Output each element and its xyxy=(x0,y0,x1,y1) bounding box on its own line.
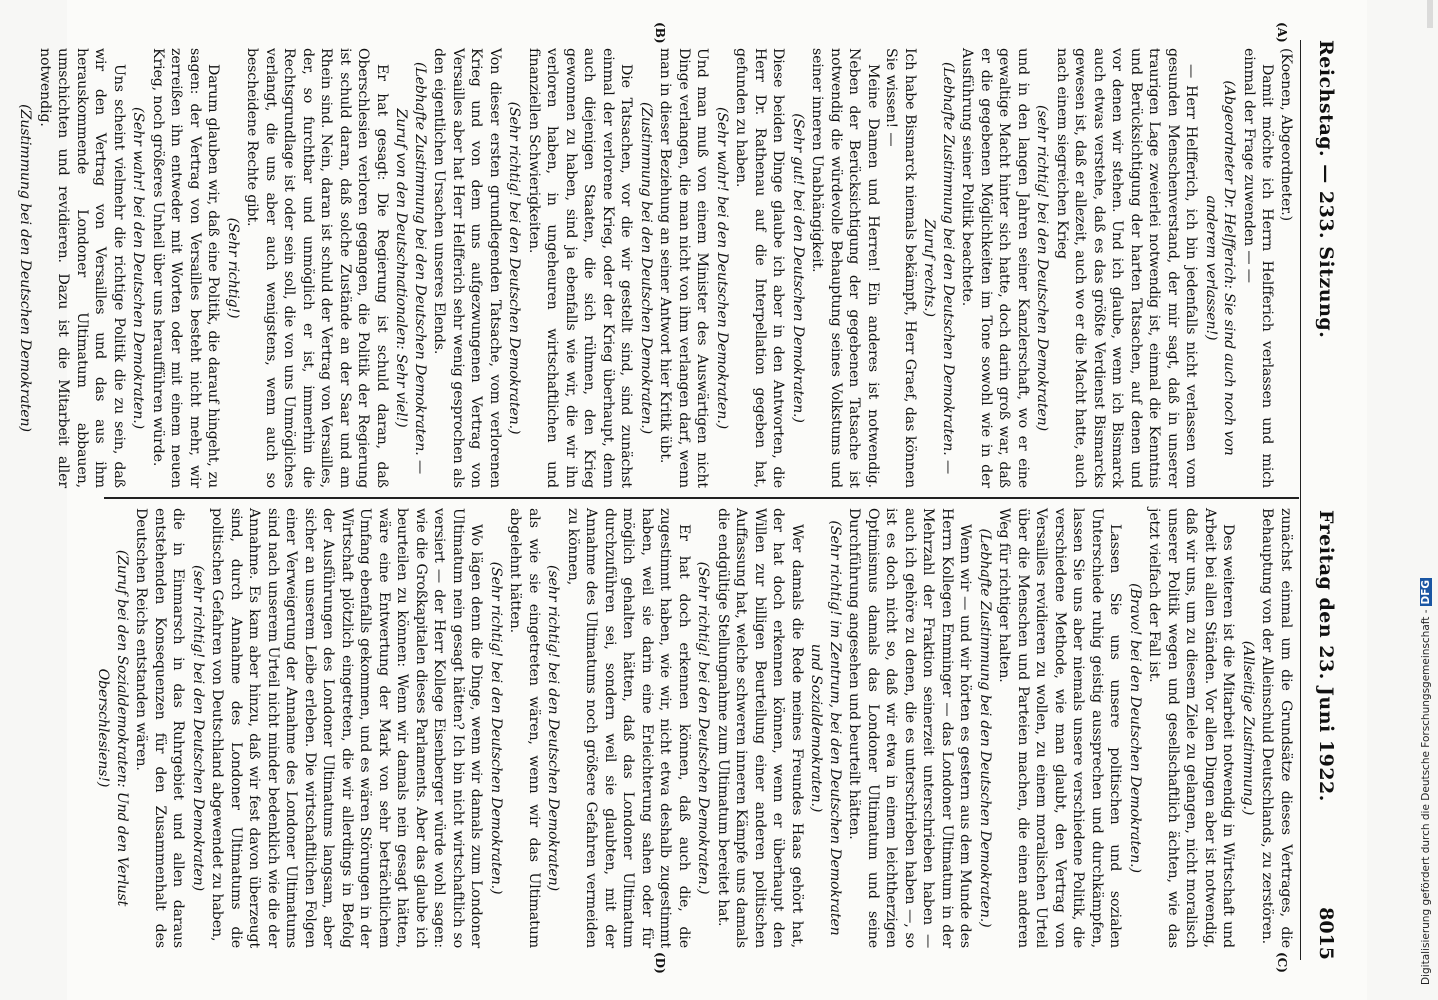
interjection: (Zustimmung bei den Deutschen Demokraten.) xyxy=(638,101,654,435)
paragraph: Wer damals die Rede meines Freundes Haas gehört hat, der hat doch erkennen können, wenn er überhaupt den Willen zur billigen Beurteilung einer anderen politischen Auffassung hat, welche schweren inneren Kämpfe uns damals die endgültige Stellungnahme zum Ultimatum bereitet hat. xyxy=(715,508,805,948)
page-header xyxy=(1299,40,1347,960)
interjection: (Sehr richtig! im Zentrum, bei den Deutschen Demokraten und Sozialdemokraten.) xyxy=(808,520,843,936)
paragraph: und in den langen Jahren seiner Kanzlerschaft, wo er eine gewaltige Macht hinter sich hatte, doch darin groß war, daß er die gegebenen Möglichkeiten im Tone sowohl wie in der Ausführung seiner Politik beachtete. xyxy=(959,48,1031,488)
column-divider xyxy=(104,497,1299,499)
interjection: (Lebhafte Zustimmung bei den Deutschen Demokraten. — Zuruf von den Deutschnationalen: Sehr viel!) xyxy=(393,61,428,475)
paragraph: Uns scheint vielmehr die richtige Politik die zu sein, daß wir den Vertrag von Versailles und das aus ihm herauskommende Londoner Ultimatum abbauen, umschichten und revidieren. Dazu ist die Mitarbeit aller notwendig. xyxy=(37,48,127,488)
right-column xyxy=(95,508,1295,948)
margin-marker-b: (B) xyxy=(653,22,667,44)
speaker-note: (Koenen, Abgeordneter.) xyxy=(1278,48,1294,222)
interjection: (Sehr richtig! bei den Deutschen Demokraten.) xyxy=(506,101,523,435)
interjection: (Lebhafte Zustimmung bei den Deutschen Demokraten.) xyxy=(977,528,993,928)
interjection: (sehr richtig! bei den Deutschen Demokraten) xyxy=(1034,104,1051,432)
interjection: (Zuruf bei den Sozialdemokraten: Und den Verlust Oberschlesiens!) xyxy=(95,549,130,907)
page-number: 8015 xyxy=(1315,907,1337,960)
interjection: (Sehr wahr! bei den Deutschen Demokraten.) xyxy=(714,106,730,430)
paragraph: Er hat gesagt: Die Regierung ist schuld daran, daß Oberschlesien verloren gegangen, die Politik der Regierung ist schuld daran, daß solche Zustände an der Saar und am Rhein sind. Nein, daran ist schuld der Vertrag von Versailles, der, so furchtbar und unmöglich er ist, immerhin die Rechtsgrundlage ist oder sein soll, die von uns Unmögliches verlangt, die uns aber auch wenigstens, wenn auch so bescheidene Rechte gibt. xyxy=(244,48,390,488)
header-right: Freitag den 23. Juni 1922. xyxy=(1315,510,1337,802)
digitization-credit xyxy=(1408,10,1432,990)
paragraph: Die Tatsachen, vor die wir gestellt sind, sind zunächst einmal der verlorene Krieg, oder der Krieg überhaupt, denn auch diejenigen Staaten, die sich rühmen, den Krieg gewonnen zu haben, sind ja ebenfalls wie wir, die wir ihn verloren haben, in ungeheuren wirtschaftlichen und finanziellen Schwierigkeiten. xyxy=(526,48,635,488)
margin-marker-c: (C) xyxy=(1275,952,1289,973)
interjection: (Sehr richtig!) xyxy=(225,217,241,319)
dfg-logo: DFG xyxy=(1420,579,1432,605)
scanned-page xyxy=(17,0,1367,1000)
paragraph: Damit möchte ich Herrn Helfferich verlassen und mich einmal der Frage zuwenden — — xyxy=(1241,48,1276,488)
interjection: (Sehr richtig! bei den Deutschen Demokraten.) xyxy=(695,561,712,895)
paragraph: zunächst einmal um die Grundsätze dieses Vertrages, die Behauptung von der Alleinschuld Deutschlands, zu zerstören. xyxy=(1259,508,1294,948)
paragraph: Des weiteren ist die Mitarbeit notwendig in Wirtschaft und Arbeit bei allen Ständen. Vor allen Dingen aber ist notwendig, daß wir uns, um zu diesem Ziele zu gelangen, nicht moralisch unserer Politik wegen und gesellschaftlich ächten, wie das jetzt vielfach der Fall ist. xyxy=(1146,508,1237,948)
header-left: Reichstag. — 233. Sitzung. xyxy=(1315,40,1337,339)
paragraph: Wenn wir — und wir hörten es gestern aus dem Munde des Herrn Kollegen Emminger — das Londoner Ultimatum in der Mehrzahl der Fraktion seinerzeit unterschrieben haben — auch ich gehöre zu denen, die es unterschrieben haben —, so ist es doch nicht so, daß wir etwa in einem leichtherzigen Optimismus damals das Londoner Ultimatum und seine Durchführung angesehen und beurteilt hätten. xyxy=(846,508,974,948)
interjection: (Sehr wahr! bei den Deutschen Demokraten.) xyxy=(130,106,147,430)
paragraph: Darum glauben wir, daß eine Politik, die darauf hingeht, zu sagen: der Vertrag von Versailles besteht nicht mehr, wir zerreißen ihn entweder mit Worten oder mit einem neuen Krieg, noch größeres Unheil über uns heraufführen würde. xyxy=(150,48,222,488)
paragraph: Und man muß von einem Minister des Auswärtigen nicht Dinge verlangen, die man nicht von ihm verlangen darf, wenn man in dieser Beziehung an seiner Antwort hier Kritik übt. xyxy=(657,48,711,488)
paragraph: als wie sie eingetreten wären, wenn wir das Ultimatum abgelehnt hätten. xyxy=(507,508,542,948)
left-column xyxy=(17,48,1295,488)
paragraph: Er hat doch erkennen können, daß auch die, die zugestimmt haben, wie wir, nicht etwa deshalb zugestimmt haben, weil sie darin eine Erleichterung sahen oder für möglich gehalten hätten, daß das Londoner Ultimatum durchzuführen sei, sondern weil sie glaubten, mit der Annahme des Ultimatums noch größere Gefahren vermeiden zu können, xyxy=(565,508,692,948)
paragraph: Meine Damen und Herren! Ein anderes ist notwendig. Neben der Berücksichtigung der gegebenen Tatsache ist notwendig die würdevolle Behauptung seines Volkstums und seiner inneren Unabhängigkeit. xyxy=(809,48,881,488)
paragraph: Ich habe Bismarck niemals bekämpft, Herr Graef, das können Sie wissen! — xyxy=(883,48,918,488)
paragraph: Wo lägen denn die Dinge, wenn wir damals zum Londoner Ultimatum nein gesagt hätten? Ich bin nicht wirtschaftlich so versiert — der Herr Kollege Eisenberger würde wohl sagen: wie die Großkapitalen dieses Parlaments. Aber das glaube ich beurteilen zu können: Wenn wir damals nein gesagt hätten, wäre eine Entwertung der Mark von sehr beträchtlichem Umfang ebenfalls gekommen, und es wären Störungen in der Wirtschaft plötzlich eingetreten, die wir allerdings in Befolg der Ausführungen des Londoner Ultimatums langsam, aber sicher an unserem Leibe erleben. Die wirtschaftlichen Folgen einer Verweigerung der Annahme des Londoner Ultimatums sind nach unserem Urteil nicht minder bedenklich wie die der Annahme. Es kam aber hinzu, daß wir fest davon überzeugt sind, durch Annahme des Londoner Ultimatums die politischen Gefahren von Deutschland abgewendet zu haben, xyxy=(209,508,485,948)
credit-text: Digitalisierung gefördert durch die Deutsche Forschungsgemeinschaft - xyxy=(1420,609,1432,985)
interjection: (Sehr gut! bei den Deutschen Demokraten.) xyxy=(790,113,806,423)
margin-marker-a: (A) xyxy=(1275,22,1289,43)
paragraph: die in Einmarsch in das Ruhrgebiet und allen daraus entstehenden Konsequenzen für den Zusammenhalt des Deutschen Reichs entstanden wären. xyxy=(133,508,187,948)
interjection: (Zustimmung bei den Deutschen Demokraten) xyxy=(17,104,34,432)
interjection: (Bravo! bei den Deutschen Demokraten.) xyxy=(1127,583,1143,873)
interjection: (Lebhafte Zustimmung bei den Deutschen Demokraten. — Zuruf rechts.) xyxy=(921,61,956,475)
paragraph: — Herr Helfferich, ich bin jedenfalls nicht verlassen vom gesunden Menschenverstand, der mir sagt, daß in unserer traurigen Lage zweierlei notwendig ist, einmal die Kenntnis und Berücksichtigung der harten Tatsachen, auf denen und vor denen wir stehen. Und ich glaube, wenn ich Bismarck auch etwas verstehe, daß es das größte Verdienst Bismarcks gewesen ist, daß er allezeit, auch wo er die Macht hatte, auch nach einem siegreichen Krieg xyxy=(1054,48,1200,488)
interjection: (sehr richtig! bei den Deutschen Demokraten) xyxy=(190,564,206,892)
interjection: (Allseitige Zustimmung.) xyxy=(1240,640,1256,816)
paragraph: Von dieser ersten grundlegenden Tatsache, vom verlorenen Krieg und von dem uns aufgezwungenen Vertrag von Versailles aber hat Herr Helfferich sehr wenig gesprochen als den eigentlichen Ursachen unseres Elends. xyxy=(431,48,503,488)
paragraph: Diese beiden Dinge glaube ich aber in den Antworten, die Herr Dr. Rathenau auf die Interpellation gegeben hat, gefunden zu haben. xyxy=(733,48,787,488)
interjection: (sehr richtig! bei den Deutschen Demokraten) xyxy=(545,564,562,892)
interjection: (Abgeordneter Dr. Helfferich: Sie sind auch noch von anderem verlassen!) xyxy=(1203,80,1238,456)
margin-marker-d: (D) xyxy=(653,952,667,974)
paragraph: Lassen Sie uns unsere politischen und sozialen Unterschiede ruhig geistig aussprechen und durchkämpfen, lassen Sie uns aber niemals unsere verschiedene Politik, die verschiedene Methode, wie man glaubt, den Vertrag von Versailles revidieren zu wollen, zu einem moralischen Urteil über die Menschen und Parteien machen, die einen anderen Weg für richtiger halten. xyxy=(996,508,1124,948)
header-rule xyxy=(1300,40,1301,960)
interjection: (Sehr richtig! bei den Deutschen Demokraten.) xyxy=(488,561,504,895)
